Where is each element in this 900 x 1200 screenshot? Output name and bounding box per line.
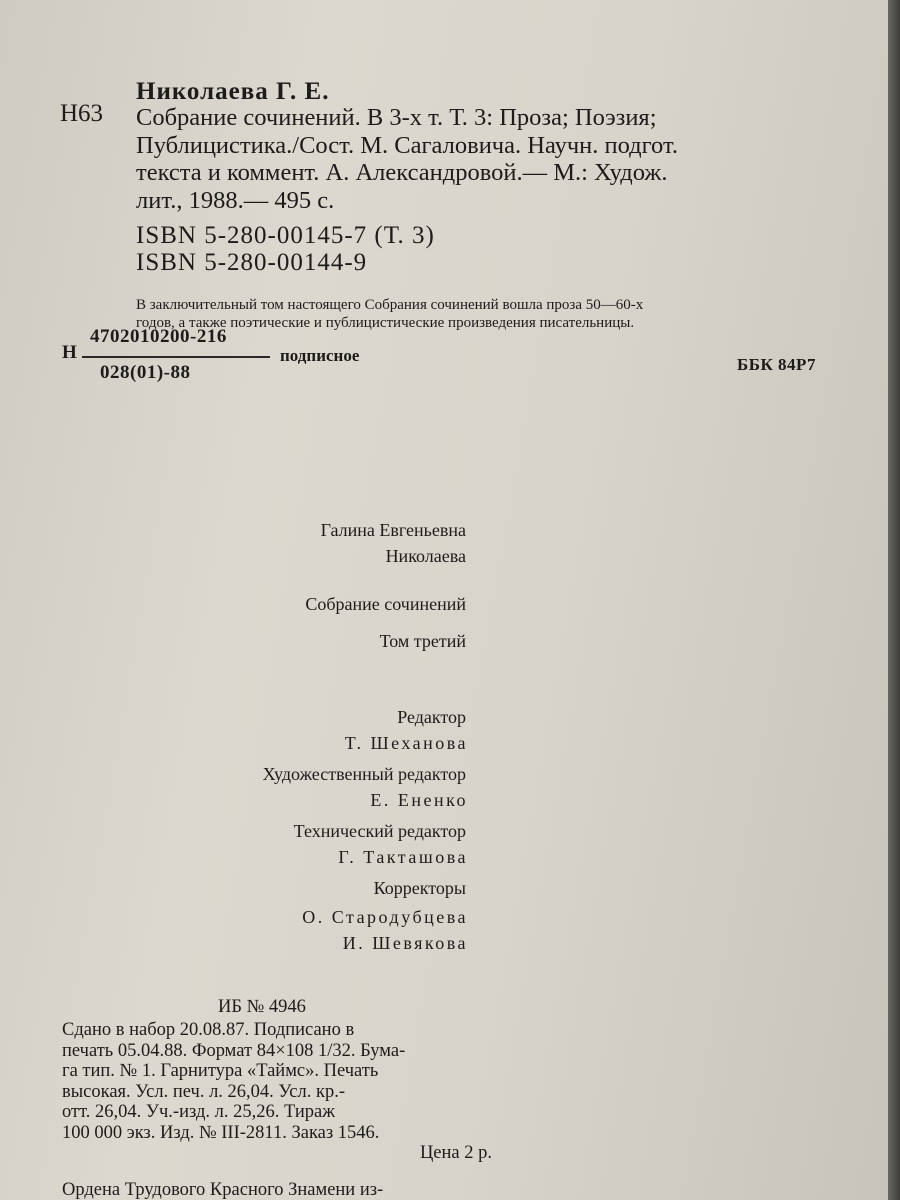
imprint-line: га тип. № 1. Гарнитура «Таймс». Печать [62, 1061, 379, 1081]
price: Цена 2 р. [419, 1143, 492, 1163]
fraction-line [82, 356, 270, 358]
author-surname: Николаева [385, 546, 466, 566]
annotation-line: В заключительный том настоящего Собрания сочинений вошла проза 50—60-х [136, 297, 644, 313]
description-line: лит., 1988.— 495 с. [136, 186, 335, 214]
editor-role: Редактор [397, 707, 466, 727]
bibliographic-description [136, 104, 831, 214]
proofreader-name-1: О. Стародубцева [302, 907, 468, 927]
index-letter: Н [62, 342, 77, 363]
bbk-code: ББК 84Р7 [737, 355, 816, 374]
annotation-line: годов, а также поэтические и публицистические произведения писательницы. [136, 315, 635, 331]
author-heading: Николаева Г. Е. [136, 78, 330, 105]
subscription-label: подписное [280, 346, 360, 365]
publisher-line: Ордена Трудового Красного Знамени из- [62, 1180, 384, 1200]
index-denominator: 028(01)-88 [100, 362, 191, 383]
catalog-code: Н63 [60, 100, 104, 127]
description-line: Собрание сочинений. В 3-х т. Т. 3: Проза; Поэзия; [136, 104, 657, 131]
imprint-line: Сдано в набор 20.08.87. Подписано в [62, 1020, 355, 1040]
volume-title: Том третий [379, 631, 466, 651]
annotation [136, 296, 841, 332]
imprint-line: отт. 26,04. Уч.-изд. л. 25,26. Тираж [62, 1102, 335, 1122]
imprint-line: печать 05.04.88. Формат 84×108 1/32. Бума- [62, 1040, 406, 1061]
work-title: Собрание сочинений [305, 594, 466, 614]
tech-editor-role: Технический редактор [293, 821, 466, 841]
index-numerator: 4702010200-216 [90, 326, 227, 347]
proofreaders-role: Корректоры [373, 878, 466, 898]
imprint-line: 100 000 экз. Изд. № III-2811. Заказ 1546. [62, 1122, 380, 1143]
ib-number: ИБ № 4946 [218, 997, 306, 1017]
tech-editor-name: Г. Такташова [338, 847, 468, 867]
description-line: Публицистика./Сост. М. Сагаловича. Научн. подгот. [136, 131, 678, 159]
author-first-names: Галина Евгеньевна [320, 520, 466, 540]
page-edge-shadow [888, 0, 900, 1200]
description-line: текста и коммент. А. Александровой.— М.: Худож. [136, 159, 668, 186]
isbn-volume: ISBN 5-280-00145-7 (Т. 3) [136, 222, 435, 249]
editor-name: Т. Шеханова [344, 733, 468, 753]
proofreader-name-2: И. Шевякова [342, 933, 468, 953]
art-editor-role: Художественный редактор [262, 764, 466, 784]
imprint-line: высокая. Усл. печ. л. 26,04. Усл. кр.- [62, 1081, 346, 1102]
isbn-set: ISBN 5-280-00144-9 [136, 249, 368, 276]
imprint-details [62, 1020, 492, 1164]
art-editor-name: Е. Ененко [370, 790, 468, 810]
